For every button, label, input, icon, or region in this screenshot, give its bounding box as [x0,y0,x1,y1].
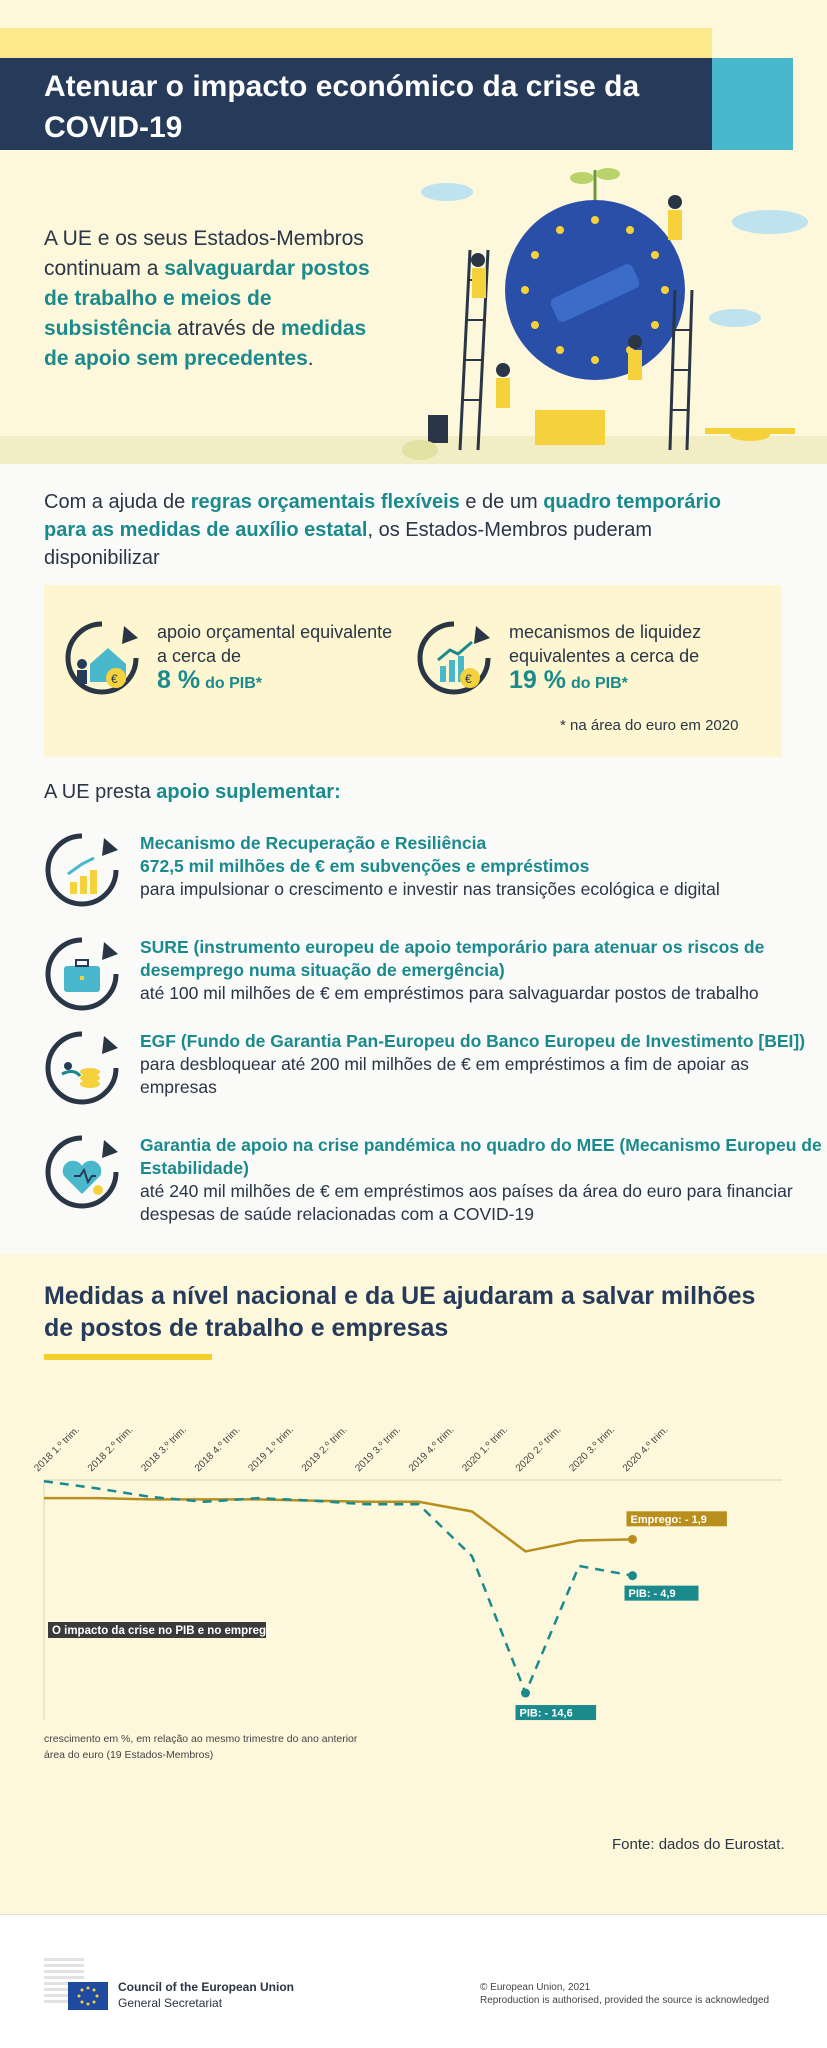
item-title-rest: (Mecanismo Europeu de Estabilidade) [140,1135,822,1178]
copyright: © European Union, 2021 [480,1982,591,1993]
support-value: 19 % [509,666,566,694]
house-family-icon [64,620,140,696]
support-suffix: do PIB* [205,675,262,692]
header-cyan-block [705,58,793,150]
footnote: * na área do euro em 2020 [560,717,739,734]
support-suffix: do PIB* [571,675,628,692]
x-tick-label: 2020 4.º trim. [620,1424,671,1475]
support-liquidity-text [509,620,769,696]
eu-support-heading [44,781,341,804]
employment-line [44,1498,633,1551]
chart-title-label [48,1622,273,1638]
header-yellow-band [0,28,712,60]
item-title: Garantia de apoio na crise pandémica no quadro do [140,1135,577,1155]
item-title-rest: (instrumento europeu de apoio temporário para atenuar os riscos de desemprego numa situação de emergência) [140,937,765,980]
lead-part: , os Estados-Membros puderam disponibilizar [44,519,653,569]
chart-title-text: O impacto da crise no PIB e no emprego [52,1625,274,1637]
chart-heading-underline [44,1354,212,1360]
heart-stethoscope-icon [44,1134,120,1210]
x-tick-label: 2018 3.º trim. [139,1424,190,1475]
egf-text [140,1030,827,1099]
svg-text:€: € [111,672,118,686]
coins-icon [44,1030,120,1106]
x-tick-label: 2019 3.º trim. [353,1424,404,1475]
item-title-rest: (Fundo de Garantia Pan-Europeu do Banco Europeu de Investimento [BEI]) [175,1031,806,1051]
sure-text [140,936,827,1005]
page-title: Atenuar o impacto económico da crise da COVID-19 [44,70,640,144]
item-subtitle: 672,5 mil milhões de € em subvenções e empréstimos [140,856,590,876]
reproduction-notice: Reproduction is authorised, provided the source is acknowledged [480,1995,770,2006]
intro-text [44,224,374,374]
x-tick-label: 2018 4.º trim. [192,1424,243,1475]
gdp-min-point [521,1689,530,1698]
x-tick-label: 2019 1.º trim. [246,1424,297,1475]
support-budget-text [157,620,427,696]
item-title: Mecanismo de Recuperação e Resiliência [140,833,487,853]
support-line: apoio orçamental equivalente [157,622,393,642]
chart-note-2: área do euro (19 Estados-Membros) [44,1749,214,1761]
lead-part: Com a ajuda de [44,491,191,513]
data-source: Fonte: dados do Eurostat. [612,1836,785,1853]
council-logo [44,1958,108,2012]
chart-note-1: crescimento em %, em relação ao mesmo trimestre do ano anterior [44,1733,358,1745]
bar-growth-icon [44,832,120,908]
gdp-label: PIB: - 4,9 [628,1588,676,1601]
intro-part: através de [171,317,281,340]
item-description: para desbloquear até 200 mil milhões de € em empréstimos a fim de apoiar as empresas [140,1054,749,1097]
item-description: até 100 mil milhões de € em empréstimos para salvaguardar postos de trabalho [140,983,759,1003]
rrf-text [140,832,827,901]
item-title-mid: MEE [576,1135,615,1155]
intro-part: A UE e os seus Estados-Membros continuam a [44,227,364,280]
gdp-line [44,1481,633,1693]
support-line: a cerca de [157,646,242,666]
item-title: SURE [140,937,189,957]
lead-text [44,488,764,572]
eu-support-part: A UE presta [44,781,157,803]
employment-last-point [628,1535,637,1544]
x-tick-label: 2018 2.º trim. [85,1424,136,1475]
gdp-employment-chart [0,1380,827,1800]
eu-support-highlight: apoio suplementar: [156,781,341,803]
intro-highlight: medidas de apoio sem precedentes [44,317,367,370]
item-title: EGF [140,1031,176,1051]
employment-label: Emprego: - 1,9 [630,1513,707,1526]
x-tick-label: 2018 1.º trim. [32,1424,83,1475]
lead-part: e de um [459,491,544,513]
x-axis-ticks [32,1424,670,1474]
support-line: equivalentes a cerca de [509,646,700,666]
gdp-min-label: PIB: - 14,6 [519,1707,573,1720]
x-tick-label: 2019 4.º trim. [406,1424,457,1475]
x-tick-label: 2020 2.º trim. [513,1424,564,1475]
lead-highlight: quadro temporário para as medidas de auxílio estatal [44,491,721,541]
support-line: mecanismos de liquidez [509,622,702,642]
x-tick-label: 2020 1.º trim. [460,1424,511,1475]
growth-chart-icon [416,620,492,696]
esm-text [140,1134,827,1226]
x-tick-label: 2020 3.º trim. [567,1424,618,1475]
chart-heading: Medidas a nível nacional e da UE ajudaram a salvar milhões de postos de trabalho e empresas [44,1282,756,1342]
intro-highlight: salvaguardar postos de trabalho e meios de subsistência [44,257,370,340]
lead-highlight: regras orçamentais flexíveis [190,491,460,513]
gdp-last-point [628,1571,637,1580]
x-tick-label: 2019 2.º trim. [299,1424,350,1475]
council-name: Council of the European Union [118,1980,294,1994]
item-description: para impulsionar o crescimento e investir nas transições ecológica e digital [140,879,720,899]
item-description: até 240 mil milhões de € em empréstimos aos países da área do euro para financiar despesas de saúde relacionadas com a COVID-19 [140,1181,793,1224]
intro-part: . [307,347,314,370]
council-subtitle: General Secretariat [118,1996,223,2010]
eu-globe-illustration [400,160,827,460]
svg-text:€: € [465,672,472,686]
support-value: 8 % [157,666,201,694]
chart-marks [516,1511,727,1720]
briefcase-icon [44,936,120,1012]
